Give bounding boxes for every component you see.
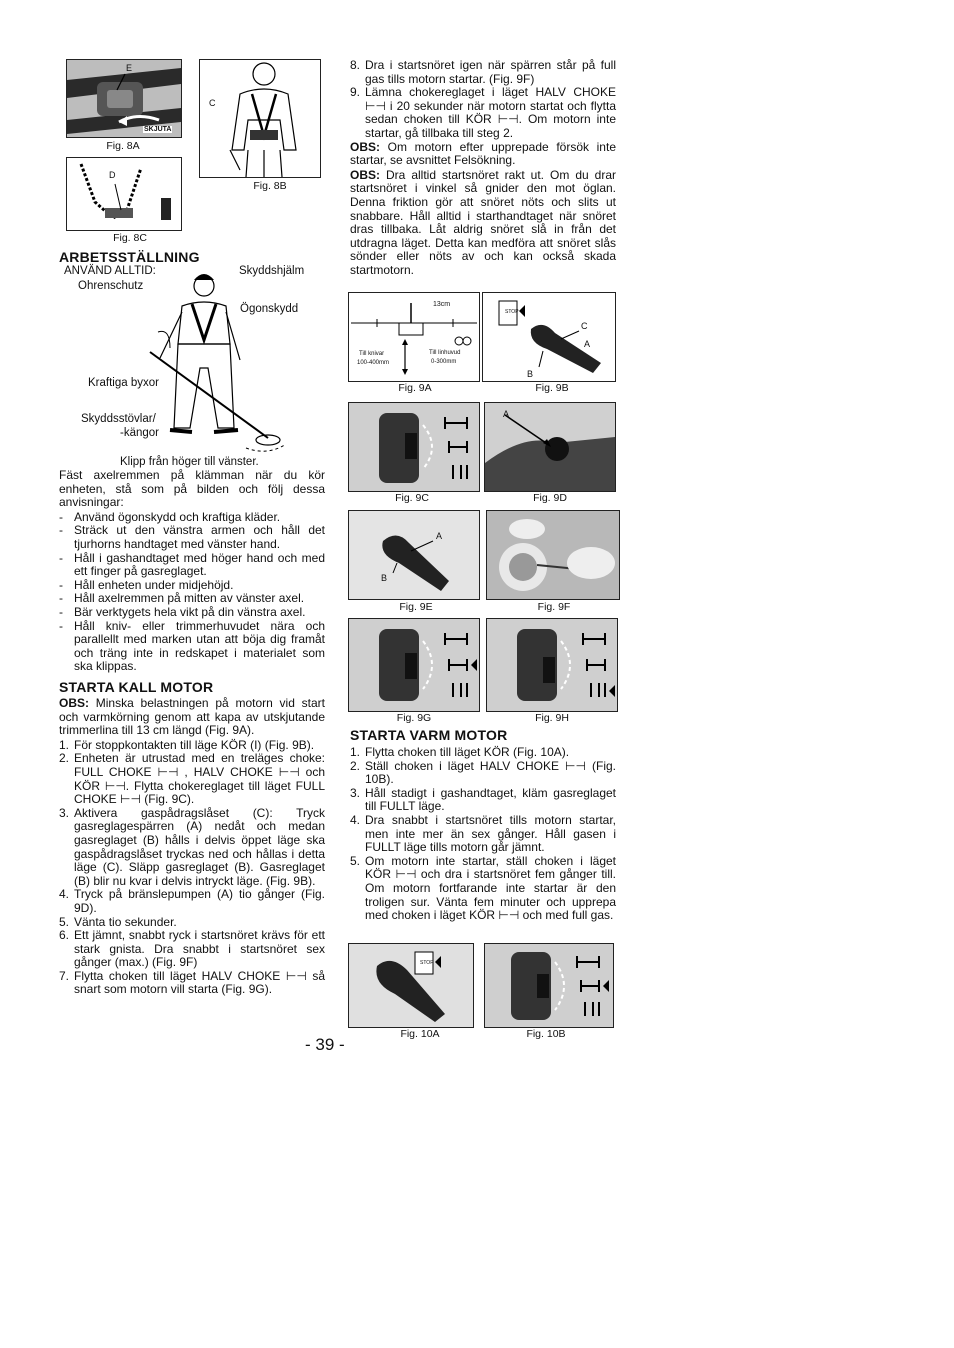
- arbets-bullet: - Håll axelremmen på mitten av vänster axel.: [59, 592, 325, 606]
- label-helmet: Skyddshjälm: [239, 265, 305, 277]
- stop-switch-illustration: [349, 944, 473, 1027]
- figure-9f: [486, 510, 620, 600]
- right-top-text: [350, 59, 616, 279]
- figure-9d: [484, 402, 616, 492]
- pull-starter-illustration: [487, 511, 619, 599]
- label-a: A: [436, 531, 443, 541]
- varm-step: [350, 855, 616, 923]
- step-text: Dra snabbt i startsnöret tills motorn startar, men inte mer än sex gånger. Håll gasen i FULLT läge tills motorn går jämnt.: [365, 812, 616, 855]
- stop-label: STOP: [420, 960, 434, 966]
- kall-obs-label: OBS:: [59, 696, 89, 710]
- step-text: Vänta tio sekunder.: [74, 914, 177, 929]
- step-number: 5.: [350, 853, 361, 868]
- arbets-bullet: - Håll enheten under midjehöjd.: [59, 579, 325, 593]
- step-number: 4.: [59, 887, 70, 902]
- step-text: Ställ choken i läget HALV CHOKE ⊢⊣ (Fig. 10B).: [365, 758, 616, 787]
- figure-8a: [66, 59, 182, 138]
- line-length-label: 13cm: [433, 301, 451, 308]
- heading-arbetsstallning: ARBETSSTÄLLNING: [59, 249, 200, 265]
- kall-step: [59, 888, 325, 915]
- step-text: Flytta choken till läget KÖR (Fig. 10A).: [365, 745, 570, 759]
- step-number: 6.: [59, 928, 70, 943]
- step-number: 2.: [59, 751, 70, 766]
- step-number: 4.: [350, 812, 361, 827]
- operator-harness-illustration: [200, 60, 320, 177]
- step-text: Håll stadigt i gashandtaget, kläm gasreglaget till FULLT läge.: [365, 785, 616, 814]
- figure-10a: [348, 943, 474, 1028]
- arbets-bullet: - Håll kniv- eller trimmerhuvudet nära och parallellt med marken utan att böja dig framåt och träng inte in redskapet i materialet som ska klippas.: [59, 620, 325, 674]
- choke-run-illustration: [487, 619, 617, 711]
- heading-starta-varm-motor: STARTA VARM MOTOR: [350, 727, 508, 743]
- arbets-intro: Fäst axelremmen på klämman när du kör enheten, stå som på bilden och följ dessa anvisningar:: [59, 468, 325, 510]
- caption-fig-9d: Fig. 9D: [533, 492, 567, 504]
- choke-half-warm-illustration: [485, 944, 613, 1027]
- label-a: A: [584, 339, 591, 349]
- step-number: 1.: [350, 745, 361, 759]
- throttle-handle-illustration: [483, 293, 615, 381]
- figure-8c: [66, 157, 182, 231]
- arbets-text: [59, 469, 325, 674]
- arbets-bullet: - Sträck ut den vänstra armen och håll det tjurhorns handtaget med vänster hand.: [59, 524, 325, 551]
- figure-9a: [348, 292, 480, 382]
- step-number: 2.: [350, 758, 361, 773]
- kall-text: [59, 697, 325, 997]
- arbets-bullet: - Använd ögonskydd och kraftiga kläder.: [59, 511, 325, 525]
- blade-note-1: Till knivar: [359, 351, 385, 357]
- step-number: 9.: [350, 85, 361, 100]
- choke-full-illustration: [349, 403, 479, 491]
- step-number: 1.: [59, 737, 70, 752]
- kall-obs-text: Minska belastningen på motorn vid start och varmkörning genom att kapa av utskjutande trimmerlina till 13 cm längd (Fig. 9A).: [59, 696, 325, 738]
- step-text: Om motorn inte startar, ställ choken i läget KÖR ⊢⊣ och dra i startsnöret fem gånger till. Om motorn fortfarande inte startar är den troligen sur. Vänta fem minuter och upprepa med choken i läget KÖR ⊢⊣ och med full gas.: [365, 853, 616, 923]
- label-ear-protection: Ohrenschutz: [78, 280, 144, 292]
- step-text: Flytta choken till läget HALV CHOKE ⊢⊣ så snart som motorn vill starta (Fig. 9G).: [74, 968, 325, 997]
- step-text: För stoppkontakten till läge KÖR (I) (Fig. 9B).: [74, 737, 315, 752]
- caption-fig-9h: Fig. 9H: [535, 712, 569, 724]
- arbets-bullet: - Bär verktygets hela vikt på din vänstra axel.: [59, 606, 325, 620]
- kall-step: [350, 59, 616, 86]
- figure-10b: [484, 943, 614, 1028]
- label-pants: Kraftiga byxor: [88, 377, 159, 389]
- heading-starta-kall-motor: STARTA KALL MOTOR: [59, 679, 214, 695]
- step-text: Tryck på bränslepumpen (A) tio gånger (Fig. 9D).: [74, 887, 325, 915]
- step-number: 3.: [350, 785, 361, 800]
- line-head-note-2: 0-300mm: [431, 359, 457, 365]
- caption-fig-9f: Fig. 9F: [537, 601, 571, 613]
- step-number: 7.: [59, 968, 70, 983]
- kall-step: [59, 752, 325, 806]
- blade-note-2: 100-400mm: [357, 360, 390, 366]
- label-d: D: [109, 170, 116, 180]
- step-number: 5.: [59, 914, 70, 929]
- label-always: ANVÄND ALLTID:: [64, 265, 156, 277]
- step-text: Ett jämnt, snabbt ryck i startsnöret krävs för ett stark gnista. Dra snabbt i startsnöret sex gånger (max.) (Fig. 9F): [74, 928, 325, 970]
- figure-9e: [348, 510, 480, 600]
- caption-fig-9a: Fig. 9A: [398, 382, 432, 394]
- label-b: B: [381, 573, 388, 583]
- obs-text: Dra alltid startsnöret rakt ut. Om du drar startsnöret i vinkel så gnider den mot öglan. Denna friktion gör att snöret nöts och slits ut snabbare. Håll alltid i starthandtaget när snöret dras tillbaka. Låt aldrig snöret slå in från det utdragna läget. Detta kan medföra att snöret slås sönder eller nöts av och kan också skada startmotorn.: [350, 167, 616, 277]
- choke-half-illustration: [349, 619, 479, 711]
- varm-step: [350, 787, 616, 814]
- kall-step: [59, 807, 325, 889]
- kall-step: [59, 916, 325, 930]
- caption-fig-10a: Fig. 10A: [400, 1028, 440, 1040]
- varm-text: [350, 746, 616, 923]
- step-number: 8.: [350, 58, 361, 72]
- figure-9h: [486, 618, 618, 712]
- caption-fig-10b: Fig. 10B: [526, 1028, 566, 1040]
- stop-label: STOP: [505, 309, 519, 315]
- obs-troubleshoot: [350, 141, 616, 168]
- label-push: SKJUTA: [144, 126, 172, 133]
- label-boots-2: -kängor: [120, 427, 159, 439]
- label-eye-protection: Ögonskydd: [240, 303, 299, 315]
- label-b: B: [527, 369, 534, 379]
- step-text: Dra i startsnöret igen när spärren står på full gas tills motorn startar. (Fig. 9F): [365, 58, 616, 86]
- kall-step: [350, 86, 616, 140]
- caption-fig-9g: Fig. 9G: [396, 712, 432, 724]
- strap-hook-illustration: [67, 158, 181, 230]
- kall-step: [59, 970, 325, 997]
- label-clip-direction: Klipp från höger till vänster.: [120, 456, 259, 468]
- caption-fig-8b: Fig. 8B: [253, 180, 287, 192]
- caption-fig-8a: Fig. 8A: [106, 140, 140, 152]
- trimmer-line-diagram: [349, 293, 479, 381]
- kall-obs: [59, 697, 325, 738]
- caption-fig-9b: Fig. 9B: [535, 382, 569, 394]
- throttle-release-illustration: [349, 511, 479, 599]
- kall-step: [59, 739, 325, 753]
- arbets-bullet: - Håll i gashandtaget med höger hand och med ett finger på gasreglaget.: [59, 552, 325, 579]
- step-text: Aktivera gaspådragslåset (C): Tryck gasreglagespärren (A) nedåt och medan gasreglaget (B) hålls i delvis öppet läge ska gaspådragslåset tryckas ned och hållas i detta läge (C). Släpp gasreglaget (B). Gasreglaget (B) blir nu kvar i delvis intryckt läge. (Fig. 9B).: [74, 805, 325, 888]
- caption-fig-9c: Fig. 9C: [395, 492, 429, 504]
- page-number: - 39 -: [305, 1035, 345, 1054]
- figure-9g: [348, 618, 480, 712]
- label-c: C: [209, 98, 216, 108]
- obs-label: OBS:: [350, 139, 380, 154]
- caption-fig-9e: Fig. 9E: [399, 601, 433, 613]
- kall-step: [59, 929, 325, 970]
- varm-step: [350, 760, 616, 787]
- label-e: E: [126, 63, 133, 73]
- figure-9c: [348, 402, 480, 492]
- line-head-note-1: Till linhuvud: [429, 350, 461, 356]
- label-c: C: [581, 321, 588, 331]
- figure-8b: [199, 59, 321, 178]
- obs-text: Om motorn efter upprepade försök inte startar, se avsnittet Felsökning.: [350, 139, 616, 168]
- step-text: Lämna chokereglaget i läget HALV CHOKE ⊢⊣ i 20 sekunder när motorn startat och flytta sedan choken till KÖR ⊢⊣. Om motorn inte startar, gå tillbaka till steg 2.: [365, 85, 616, 140]
- obs-label: OBS:: [350, 167, 380, 182]
- step-text: Enheten är utrustad med en treläges choke: FULL CHOKE ⊢⊣ , HALV CHOKE ⊢⊣ och KÖR ⊢⊣. Flytta chokereglaget till läget FULL CHOKE ⊢⊣ (Fig. 9C).: [74, 751, 325, 807]
- figure-9b: [482, 292, 616, 382]
- caption-fig-8c: Fig. 8C: [113, 232, 147, 244]
- varm-step: [350, 746, 616, 760]
- step-number: 3.: [59, 805, 70, 820]
- label-boots-1: Skyddsstövlar/: [81, 413, 156, 425]
- obs-starter-cord: [350, 169, 616, 278]
- label-a: A: [503, 409, 510, 419]
- varm-step: [350, 814, 616, 855]
